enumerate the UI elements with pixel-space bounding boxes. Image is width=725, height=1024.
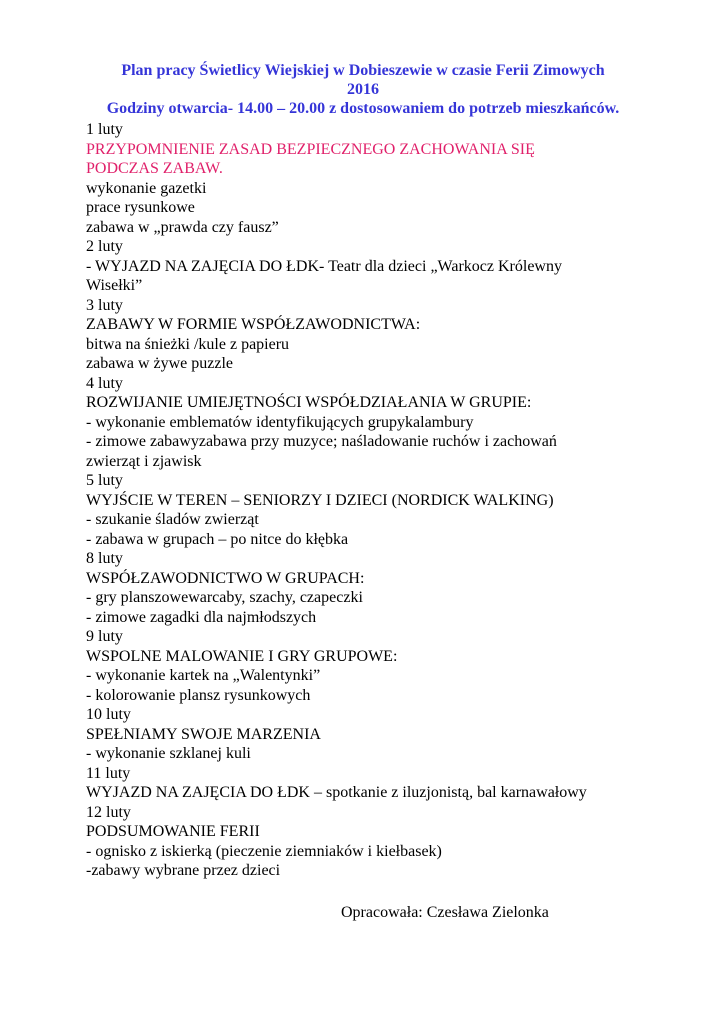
schedule-line: - wykonanie szklanej kuli — [86, 745, 251, 762]
schedule-line: 3 luty — [86, 296, 123, 314]
schedule-line: 5 luty — [86, 472, 123, 489]
schedule-line: wykonanie gazetki — [86, 179, 207, 197]
schedule-line: WYJAZD NA ZAJĘCIA DO ŁDK – spotkanie z iluzjonistą, bal karnawałowy — [86, 784, 587, 801]
schedule-line: - zimowe zagadki dla najmłodszych — [86, 608, 317, 626]
signature: Opracowała: Czesława Zielonka — [341, 904, 549, 921]
schedule-line: -zabawy wybrane przez dzieci — [86, 862, 281, 879]
schedule-line: - wykonanie emblematów identyfikujących grupykalambury — [86, 413, 474, 431]
schedule-line: PODCZAS ZABAW. — [86, 160, 223, 177]
schedule-line: SPEŁNIAMY SWOJE MARZENIA — [86, 725, 321, 743]
schedule-line: - WYJAZD NA ZAJĘCIA DO ŁDK- Teatr dla dzieci „Warkocz Królewny — [86, 257, 562, 275]
schedule-line: 1 luty — [86, 121, 123, 138]
schedule-list — [86, 120, 646, 881]
schedule-line: zabawa w żywe puzzle — [86, 355, 234, 372]
schedule-line: 11 luty — [86, 764, 131, 782]
schedule-line: - gry planszowewarcaby, szachy, czapeczki — [86, 589, 363, 606]
schedule-line: 10 luty — [86, 706, 131, 723]
schedule-line: 9 luty — [86, 628, 123, 645]
schedule-line: bitwa na śnieżki /kule z papieru — [86, 335, 290, 353]
schedule-line: 2 luty — [86, 238, 123, 255]
schedule-line: 8 luty — [86, 550, 123, 567]
schedule-line: zabawa w „prawda czy fausz” — [86, 218, 279, 236]
schedule-line: PODSUMOWANIE FERII — [86, 823, 260, 840]
schedule-line: 4 luty — [86, 374, 123, 392]
schedule-line: PRZYPOMNIENIE ZASAD BEZPIECZNEGO ZACHOWANIA SIĘ — [86, 140, 535, 158]
schedule-line: Wisełki” — [86, 277, 143, 294]
schedule-line: 12 luty — [86, 803, 131, 821]
schedule-line: ROZWIJANIE UMIEJĘTNOŚCI WSPÓŁDZIAŁANIA W GRUPIE: — [86, 394, 532, 411]
opening-hours: Godziny otwarcia- 14.00 – 20.00 z dostosowaniem do potrzeb mieszkańców. — [106, 100, 620, 117]
schedule-line: - wykonanie kartek na „Walentynki” — [86, 667, 321, 684]
schedule-line: ZABAWY W FORMIE WSPÓŁZAWODNICTWA: — [86, 316, 421, 333]
schedule-line: - ognisko z iskierką (pieczenie ziemniaków i kiełbasek) — [86, 842, 442, 860]
schedule-line: - kolorowanie plansz rysunkowych — [86, 686, 311, 704]
document-title-year: 2016 — [347, 81, 379, 98]
schedule-line: zwierząt i zjawisk — [86, 452, 202, 470]
schedule-line: WYJŚCIE W TEREN – SENIORZY I DZIECI (NORDICK WALKING) — [86, 491, 554, 509]
schedule-line: - szukanie śladów zwierząt — [86, 511, 259, 528]
schedule-line: - zabawa w grupach – po nitce do kłębka — [86, 530, 349, 548]
document-title: Plan pracy Świetlicy Wiejskiej w Dobieszewie w czasie Ferii Zimowych — [121, 62, 605, 79]
schedule-line: prace rysunkowe — [86, 199, 195, 216]
schedule-line: - zimowe zabawyzabawa przy muzyce; naśladowanie ruchów i zachowań — [86, 433, 557, 450]
schedule-line: WSPOLNE MALOWANIE I GRY GRUPOWE: — [86, 647, 398, 665]
schedule-line: WSPÓŁZAWODNICTWO W GRUPACH: — [86, 569, 365, 587]
